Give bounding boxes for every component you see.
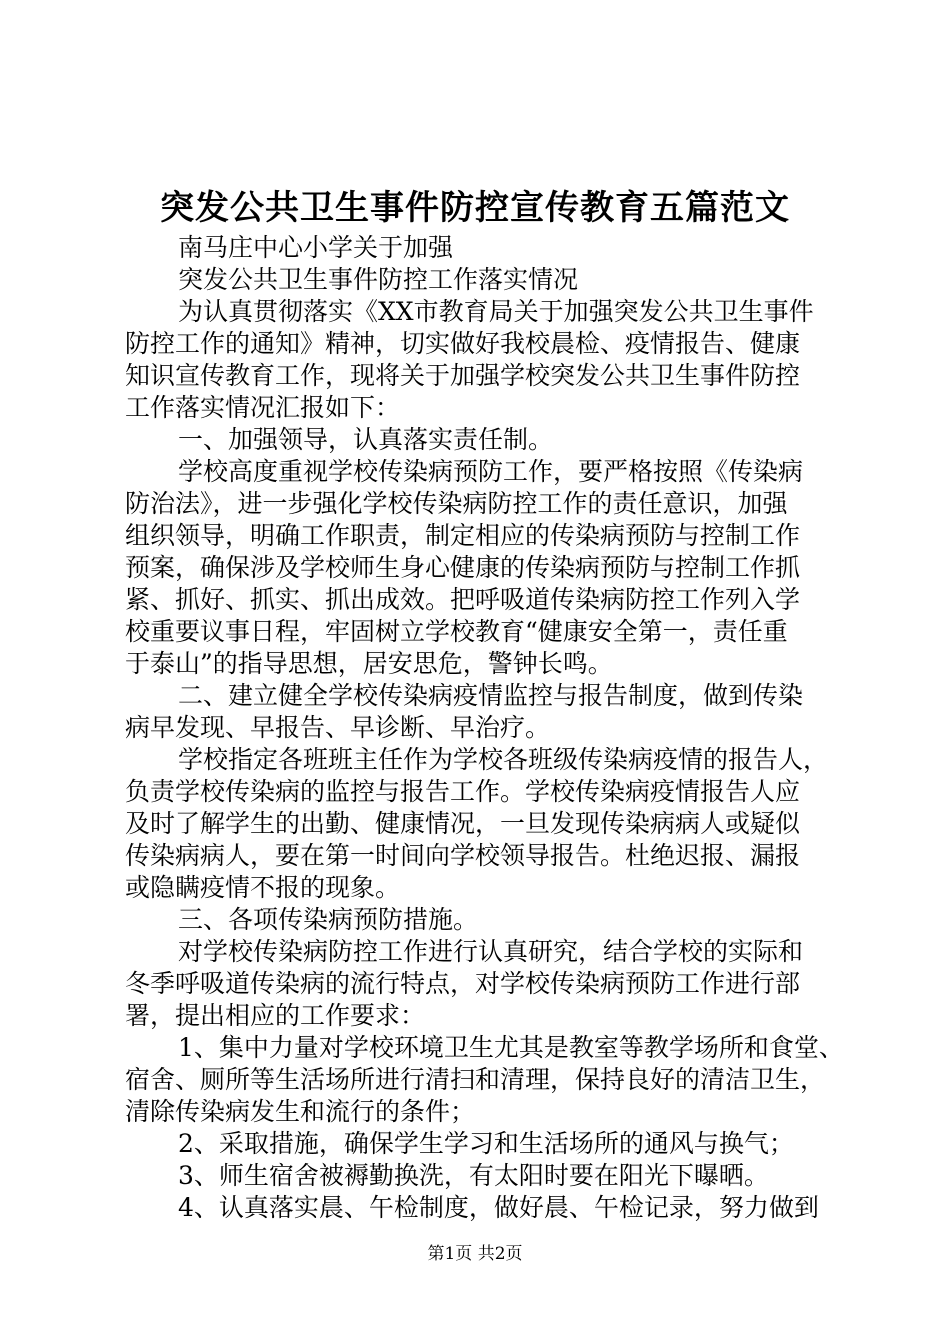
text-line: 防控工作的通知》精神，切实做好我校晨检、疫情报告、健康 xyxy=(125,329,801,358)
document-body xyxy=(125,232,844,1224)
text-line: 及时了解学生的出勤、健康情况，一旦发现传染病病人或疑似 xyxy=(125,809,801,838)
text-line: 校重要议事日程，牢固树立学校教育“健康安全第一，责任重 xyxy=(125,617,788,646)
text-line: 3、师生宿舍被褥勤换洗，有太阳时要在阳光下曝晒。 xyxy=(178,1161,769,1190)
text-line: 冬季呼吸道传染病的流行特点，对学校传染病预防工作进行部 xyxy=(125,969,801,998)
text-line: 1、集中力量对学校环境卫生尤其是教室等教学场所和食堂、 xyxy=(178,1033,844,1062)
text-line: 二、建立健全学校传染病疫情监控与报告制度，做到传染 xyxy=(178,681,804,710)
text-line: 学校指定各班班主任作为学校各班级传染病疫情的报告人， xyxy=(178,745,829,774)
text-line: 工作落实情况汇报如下： xyxy=(125,393,401,422)
text-line: 三、各项传染病预防措施。 xyxy=(178,905,479,934)
document-title: 突发公共卫生事件防控宣传教育五篇范文 xyxy=(160,188,790,228)
page-footer: 第1页 共2页 xyxy=(427,1244,523,1264)
text-line: 知识宣传教育工作，现将关于加强学校突发公共卫生事件防控 xyxy=(125,361,801,390)
text-line: 宿舍、厕所等生活场所进行清扫和清理，保持良好的清洁卫生， xyxy=(125,1065,826,1094)
text-line: 学校高度重视学校传染病预防工作，要严格按照《传染病 xyxy=(178,457,804,486)
text-line: 组织领导，明确工作职责，制定相应的传染病预防与控制工作 xyxy=(125,521,801,550)
text-line: 署，提出相应的工作要求： xyxy=(125,1001,426,1030)
text-line: 病早发现、早报告、早诊断、早治疗。 xyxy=(125,713,551,742)
text-line: 或隐瞒疫情不报的现象。 xyxy=(125,873,401,902)
text-line: 对学校传染病防控工作进行认真研究，结合学校的实际和 xyxy=(178,937,804,966)
text-line: 负责学校传染病的监控与报告工作。学校传染病疫情报告人应 xyxy=(125,777,801,806)
text-line: 为认真贯彻落实《XX市教育局关于加强突发公共卫生事件 xyxy=(178,297,814,326)
text-line: 紧、抓好、抓实、抓出成效。把呼吸道传染病防控工作列入学 xyxy=(125,585,801,614)
text-line: 防治法》，进一步强化学校传染病防控工作的责任意识，加强 xyxy=(125,489,788,518)
text-line: 2、采取措施，确保学生学习和生活场所的通风与换气； xyxy=(178,1129,794,1158)
text-line: 4、认真落实晨、午检制度，做好晨、午检记录，努力做到 xyxy=(178,1193,819,1222)
text-line: 于泰山”的指导思想，居安思危，警钟长鸣。 xyxy=(125,649,613,678)
text-line: 突发公共卫生事件防控工作落实情况 xyxy=(178,265,579,294)
text-line: 南马庄中心小学关于加强 xyxy=(178,233,454,262)
text-line: 传染病病人，要在第一时间向学校领导报告。杜绝迟报、漏报 xyxy=(125,841,801,870)
text-line: 一、加强领导，认真落实责任制。 xyxy=(178,425,554,454)
text-line: 预案，确保涉及学校师生身心健康的传染病预防与控制工作抓 xyxy=(125,553,801,582)
text-line: 清除传染病发生和流行的条件； xyxy=(125,1097,476,1126)
